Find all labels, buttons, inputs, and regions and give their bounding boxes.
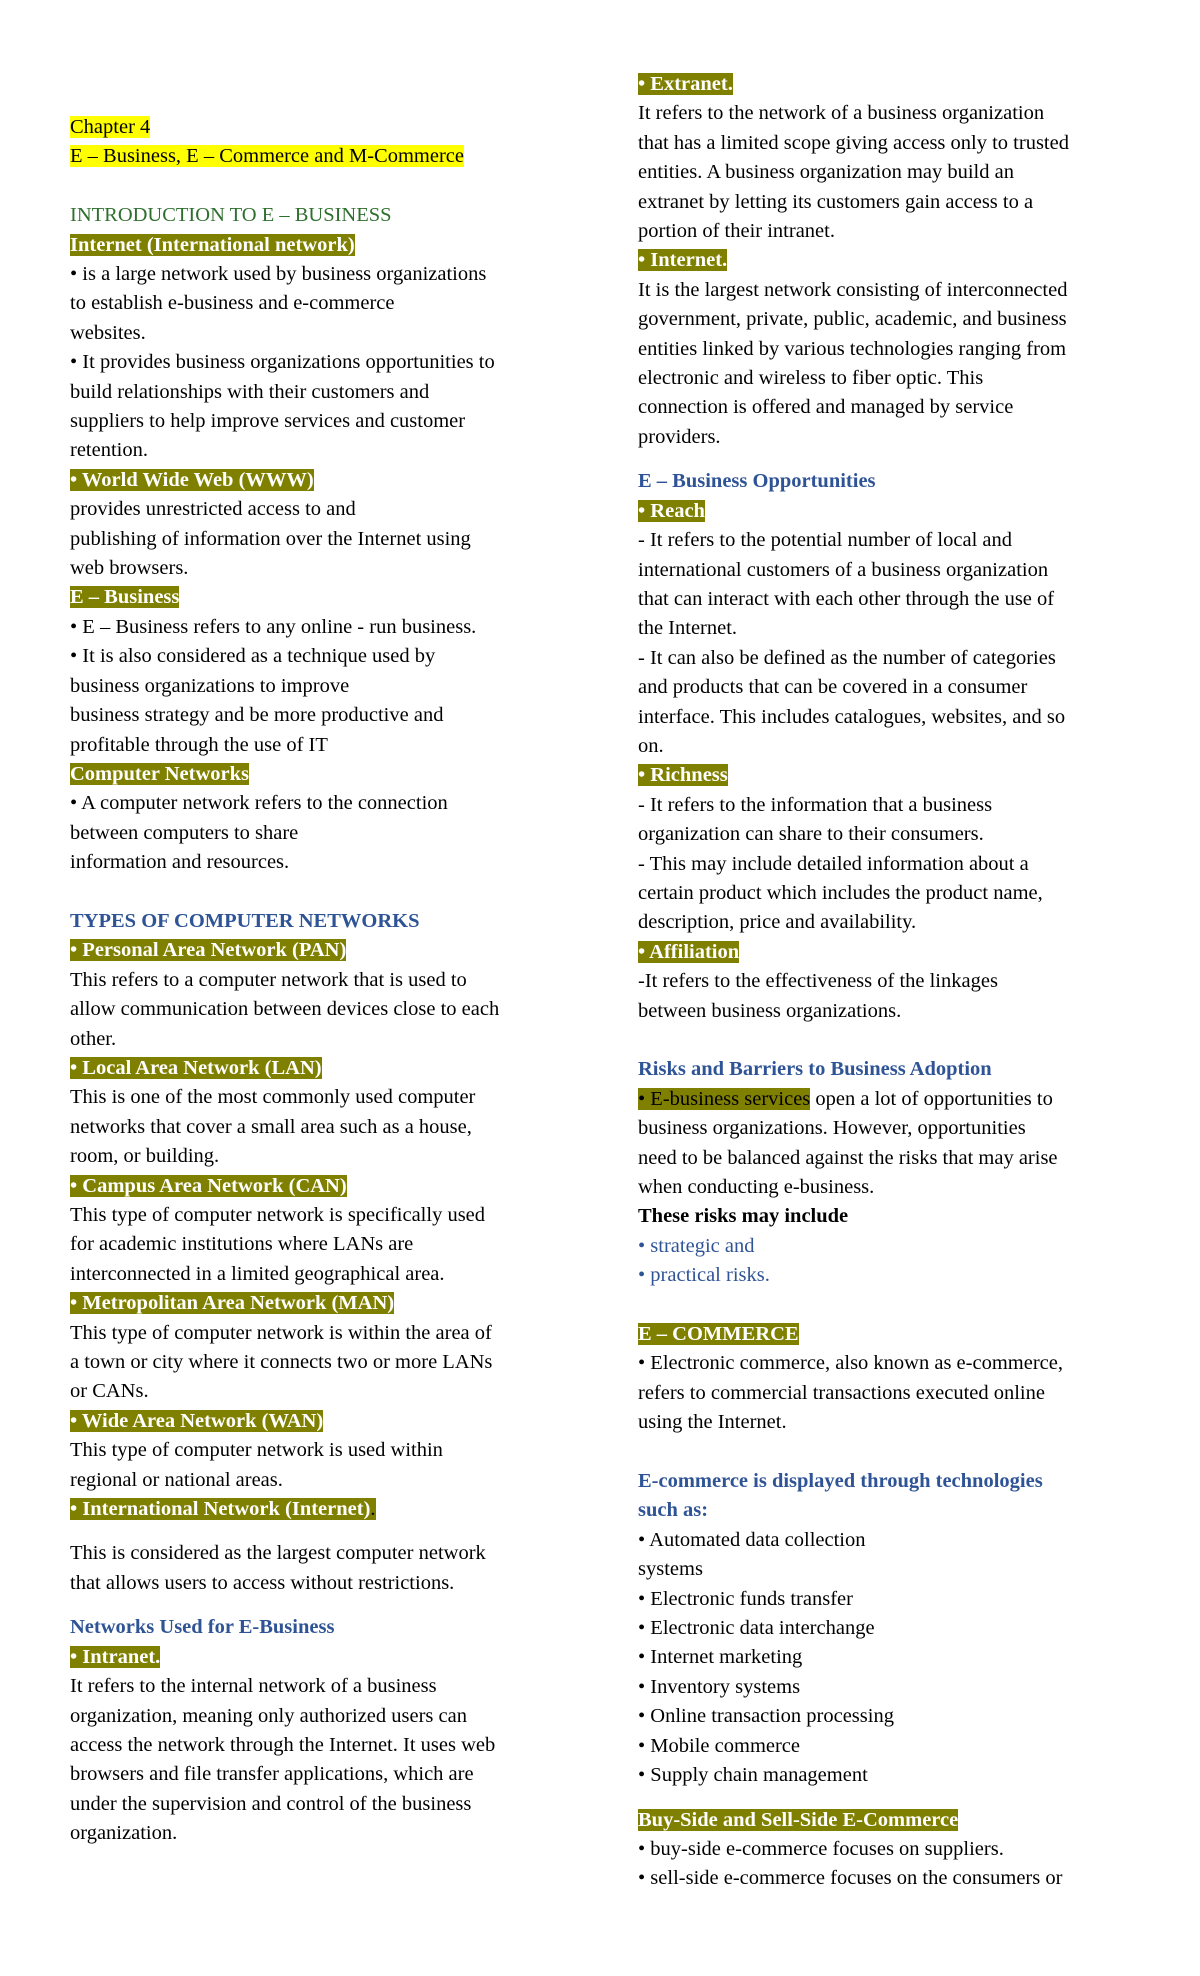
text-line: • sell-side e-commerce focuses on the consumers or <box>638 1867 1063 1890</box>
wan-text <box>70 1436 570 1495</box>
text-line: • It is also considered as a technique used by <box>70 645 436 668</box>
can-label: • Campus Area Network (CAN) <box>70 1174 347 1197</box>
chapter-label: Chapter 4 <box>70 116 151 138</box>
text-line: This type of computer network is specifically used <box>70 1204 486 1226</box>
intranet-text <box>70 1672 570 1848</box>
text-line: the Internet. <box>638 617 738 640</box>
buy-sell-text <box>638 1835 1148 1894</box>
text-line: business organizations. However, opportunities <box>638 1117 1026 1140</box>
text-line: a town or city where it connects two or more LANs <box>70 1351 493 1374</box>
text-line: -It refers to the effectiveness of the linkages <box>638 970 998 993</box>
right-column <box>638 70 1148 1894</box>
text-line: • Electronic data interchange <box>638 1617 875 1640</box>
risks-text <box>638 1114 1148 1202</box>
text-line: description, price and availability. <box>638 911 917 934</box>
text-line: build relationships with their customers and <box>70 380 430 403</box>
text-line: room, or building. <box>70 1145 220 1168</box>
internet-label: Internet (International network) <box>70 233 355 256</box>
text-line: access the network through the Internet. It uses web <box>70 1733 496 1756</box>
affiliation-text <box>638 967 1148 1026</box>
text-line: • is a large network used by business organizations <box>70 263 487 286</box>
text-line: providers. <box>638 425 721 448</box>
text-line: provides unrestricted access to and <box>70 498 356 521</box>
text-line: interconnected in a limited geographical area. <box>70 1262 445 1285</box>
text-line: that allows users to access without restrictions. <box>70 1571 455 1594</box>
text-line: • E – Business refers to any online - run business. <box>70 615 477 638</box>
risks-first-line-rest: open a lot of opportunities to <box>810 1087 1053 1110</box>
internet-net-label: • Internet. <box>638 249 728 272</box>
ebusiness-services-highlight: • E-business services <box>638 1087 811 1110</box>
text-line: This refers to a computer network that is used to <box>70 968 467 991</box>
text-line: suppliers to help improve services and customer <box>70 410 466 433</box>
text-line: business organizations to improve <box>70 674 350 697</box>
text-line: under the supervision and control of the business <box>70 1792 472 1815</box>
text-line: business strategy and be more productive and <box>70 704 444 727</box>
text-line: - It refers to the information that a business <box>638 793 993 816</box>
extranet-label: • Extranet. <box>638 73 733 95</box>
text-line: • A computer network refers to the connection <box>70 792 448 815</box>
text-line: portion of their intranet. <box>638 220 835 243</box>
text-line: web browsers. <box>70 557 189 580</box>
left-column <box>70 113 570 1849</box>
text-line: - This may include detailed information about a <box>638 852 1029 875</box>
text-line: • Electronic commerce, also known as e-commerce, <box>638 1352 1063 1375</box>
text-line: profitable through the use of IT <box>70 733 328 756</box>
text-line: • strategic and <box>638 1234 755 1257</box>
text-line: or CANs. <box>70 1380 149 1403</box>
text-line: that has a limited scope giving access only to trusted <box>638 131 1069 154</box>
text-line: • It provides business organizations opportunities to <box>70 351 495 374</box>
text-line: • buy-side e-commerce focuses on suppliers. <box>638 1837 1004 1860</box>
reach-text <box>638 526 1148 761</box>
ebusiness-text <box>70 613 570 760</box>
text-line: between computers to share <box>70 821 299 844</box>
text-line: and products that can be covered in a consumer <box>638 676 1028 699</box>
text-line: refers to commercial transactions executed online <box>638 1381 1045 1404</box>
intl-network-text <box>70 1539 570 1598</box>
reach-label: • Reach <box>638 499 705 522</box>
text-line: extranet by letting its customers gain access to a <box>638 190 1034 213</box>
text-line: information and resources. <box>70 851 290 874</box>
text-line: regional or national areas. <box>70 1468 283 1491</box>
text-line: certain product which includes the product name, <box>638 881 1043 904</box>
richness-text <box>638 791 1148 938</box>
text-line: This type of computer network is used within <box>70 1439 443 1462</box>
text-line: networks that cover a small area such as a house, <box>70 1115 472 1138</box>
text-line: • Inventory systems <box>638 1675 801 1698</box>
pan-label: • Personal Area Network (PAN) <box>70 939 347 962</box>
internet-net-text <box>638 276 1148 452</box>
affiliation-label: • Affiliation <box>638 940 740 963</box>
www-text <box>70 495 570 583</box>
text-line: entities linked by various technologies ranging from <box>638 337 1067 360</box>
risks-include: These risks may include <box>638 1205 849 1228</box>
technologies-heading-2: such as: <box>638 1499 709 1522</box>
text-line: This is considered as the largest computer network <box>70 1542 486 1565</box>
risks-items <box>638 1232 1148 1291</box>
text-line: allow communication between devices close to each <box>70 998 500 1021</box>
text-line: • Electronic funds transfer <box>638 1587 853 1610</box>
text-line: - It refers to the potential number of local and <box>638 529 1012 552</box>
richness-label: • Richness <box>638 764 728 787</box>
text-line: • Supply chain management <box>638 1764 868 1787</box>
ecommerce-label: E – COMMERCE <box>638 1323 799 1346</box>
computer-networks-text <box>70 789 570 877</box>
can-text <box>70 1201 570 1289</box>
text-line: publishing of information over the Internet using <box>70 527 471 550</box>
text-line: connection is offered and managed by service <box>638 396 1014 419</box>
text-line: It refers to the network of a business organization <box>638 102 1045 125</box>
text-line: electronic and wireless to fiber optic. This <box>638 367 984 390</box>
text-line: retention. <box>70 439 148 462</box>
text-line: browsers and file transfer applications, which are <box>70 1763 474 1786</box>
man-label: • Metropolitan Area Network (MAN) <box>70 1292 395 1315</box>
ecommerce-text <box>638 1349 1148 1437</box>
text-line: This is one of the most commonly used computer <box>70 1086 476 1109</box>
buy-sell-label: Buy-Side and Sell-Side E-Commerce <box>638 1808 959 1831</box>
text-line: • Automated data collection <box>638 1528 866 1551</box>
text-line: that can interact with each other through the use of <box>638 587 1055 610</box>
text-line: using the Internet. <box>638 1411 787 1434</box>
text-line: websites. <box>70 321 146 344</box>
text-line: It is the largest network consisting of interconnected <box>638 278 1068 301</box>
networks-heading: Networks Used for E-Business <box>70 1616 335 1639</box>
text-line: interface. This includes catalogues, websites, and so <box>638 705 1066 728</box>
text-line: for academic institutions where LANs are <box>70 1233 414 1256</box>
technologies-list <box>638 1526 1148 1791</box>
intl-network-suffix: . <box>370 1498 376 1521</box>
text-line: • Internet marketing <box>638 1646 803 1669</box>
pan-text <box>70 966 570 1054</box>
intranet-label: • Intranet. <box>70 1645 161 1668</box>
extranet-text <box>638 99 1148 246</box>
risks-heading: Risks and Barriers to Business Adoption <box>638 1058 992 1081</box>
text-line: on. <box>638 734 664 757</box>
text-line: organization can share to their consumers. <box>638 823 984 846</box>
ebusiness-label: E – Business <box>70 586 180 609</box>
types-heading: TYPES OF COMPUTER NETWORKS <box>70 909 420 932</box>
text-line: international customers of a business organization <box>638 558 1049 581</box>
lan-label: • Local Area Network (LAN) <box>70 1056 322 1079</box>
computer-networks-label: Computer Networks <box>70 762 249 785</box>
text-line: • Mobile commerce <box>638 1734 801 1757</box>
chapter-title: E – Business, E – Commerce and M-Commerce <box>70 145 464 168</box>
text-line: to establish e-business and e-commerce <box>70 292 395 315</box>
opportunities-heading: E – Business Opportunities <box>638 470 876 493</box>
text-line: other. <box>70 1027 117 1050</box>
intro-heading: INTRODUCTION TO E – BUSINESS <box>70 204 392 227</box>
text-line: • Online transaction processing <box>638 1705 894 1728</box>
text-line: organization, meaning only authorized users can <box>70 1704 467 1727</box>
text-line: • practical risks. <box>638 1264 770 1287</box>
intl-network-label: • International Network (Internet) <box>70 1498 371 1521</box>
text-line: organization. <box>70 1822 178 1845</box>
text-line: This type of computer network is within the area of <box>70 1321 492 1344</box>
text-line: It refers to the internal network of a business <box>70 1675 437 1698</box>
www-label: • World Wide Web (WWW) <box>70 468 314 491</box>
text-line: entities. A business organization may build an <box>638 161 1014 184</box>
text-line: between business organizations. <box>638 999 902 1022</box>
lan-text <box>70 1083 570 1171</box>
text-line: - It can also be defined as the number of categories <box>638 646 1056 669</box>
text-line: systems <box>638 1558 703 1581</box>
text-line: when conducting e-business. <box>638 1176 875 1199</box>
text-line: government, private, public, academic, and business <box>638 308 1067 331</box>
man-text <box>70 1319 570 1407</box>
internet-text <box>70 260 570 466</box>
wan-label: • Wide Area Network (WAN) <box>70 1409 324 1432</box>
text-line: need to be balanced against the risks that may arise <box>638 1146 1058 1169</box>
technologies-heading-1: E-commerce is displayed through technologies <box>638 1470 1043 1493</box>
